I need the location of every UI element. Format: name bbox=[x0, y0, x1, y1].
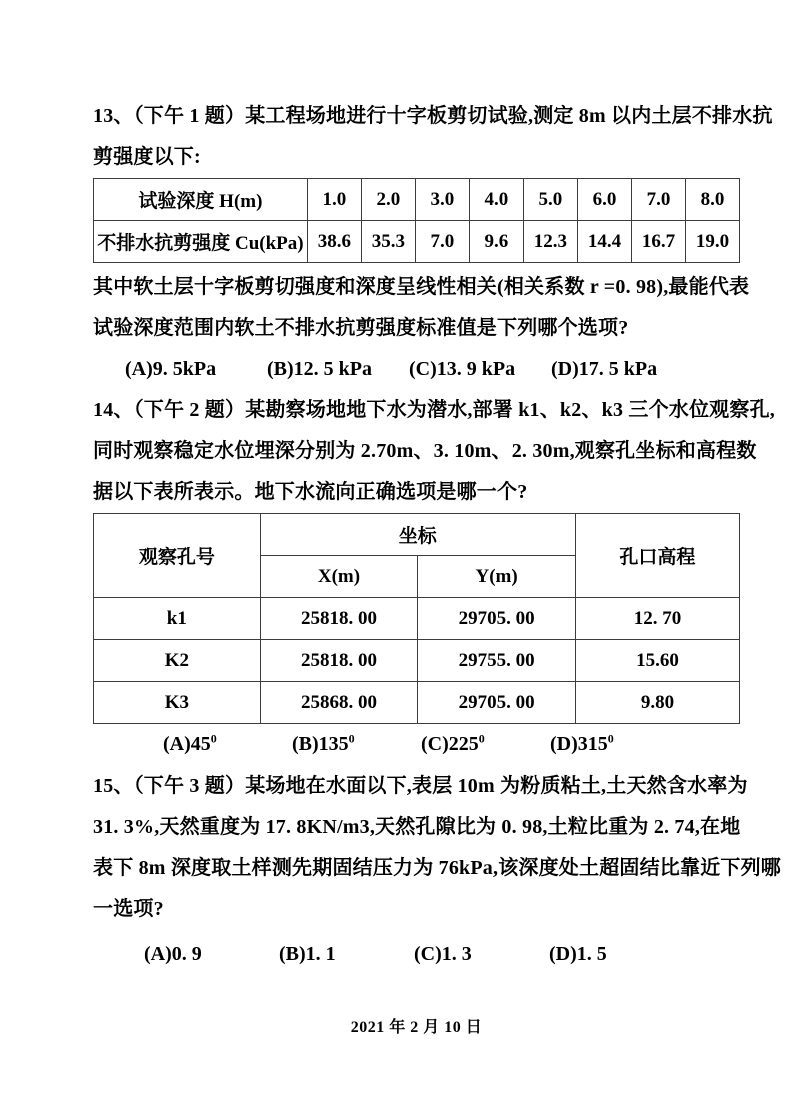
option-label: (A) bbox=[163, 733, 191, 755]
option-label: (D) bbox=[550, 733, 578, 755]
option-label: (D) bbox=[549, 943, 577, 965]
q14-text-line-3: 据以下表所表示。地下水流向正确选项是哪一个? bbox=[93, 481, 528, 503]
q15-text-line-1: 15、（下午 3 题）某场地在水面以下,表层 10m 为粉质粘土,土天然含水率为 bbox=[93, 775, 748, 797]
q15-text-line-4: 一选项? bbox=[93, 898, 164, 920]
option-label: (B) bbox=[292, 733, 319, 755]
option-label: (D) bbox=[551, 358, 579, 380]
q15-options bbox=[93, 934, 740, 975]
q14-text-line-1: 14、（下午 2 题）某勘察场地地下水为潜水,部署 k1、k2、k3 三个水位观察孔, bbox=[93, 399, 775, 421]
q14-y-header-cell: Y(m) bbox=[418, 556, 576, 598]
option-text: 9. 5kPa bbox=[152, 358, 217, 380]
q13-option-d bbox=[551, 349, 693, 390]
table-cell: 6.0 bbox=[577, 179, 631, 221]
option-label: (C) bbox=[409, 358, 437, 380]
q15-option-b bbox=[279, 934, 414, 975]
table-row bbox=[94, 221, 740, 263]
table-cell: K3 bbox=[94, 682, 261, 724]
table-row bbox=[94, 598, 740, 640]
option-value: 225 bbox=[448, 733, 479, 755]
q13-text-line-4: 试验深度范围内软土不排水抗剪强度标准值是下列哪个选项? bbox=[93, 317, 629, 339]
option-label: (C) bbox=[421, 733, 449, 755]
table-cell: 7.0 bbox=[631, 179, 685, 221]
table-cell: 38.6 bbox=[307, 221, 361, 263]
q15-option-d bbox=[549, 934, 684, 975]
q13-text-line-1: 13、（下午 1 题）某工程场地进行十字板剪切试验,测定 8m 以内土层不排水抗 bbox=[93, 105, 773, 127]
q15-text-line-3: 表下 8m 深度取土样测先期固结压力为 76kPa,该深度处土超固结比靠近下列哪 bbox=[93, 857, 781, 879]
table-cell: 1.0 bbox=[307, 179, 361, 221]
q14-option-c bbox=[421, 724, 550, 765]
table-cell: 12. 70 bbox=[575, 598, 739, 640]
table-cell: 9.6 bbox=[469, 221, 523, 263]
q14-option-d bbox=[550, 724, 679, 765]
table-row bbox=[94, 640, 740, 682]
table-cell: 3.0 bbox=[415, 179, 469, 221]
q13-option-c bbox=[409, 349, 551, 390]
option-text: 12. 5 kPa bbox=[293, 358, 373, 380]
table-cell: 29705. 00 bbox=[418, 598, 576, 640]
option-text: 17. 5 kPa bbox=[578, 358, 658, 380]
question-14 bbox=[93, 390, 775, 765]
q13-option-b bbox=[267, 349, 409, 390]
option-text: 1. 3 bbox=[441, 943, 472, 965]
table-cell: K2 bbox=[94, 640, 261, 682]
option-text: 0. 9 bbox=[171, 943, 202, 965]
option-label: (B) bbox=[267, 358, 294, 380]
degree-superscript: 0 bbox=[478, 731, 485, 746]
table-cell: 29705. 00 bbox=[418, 682, 576, 724]
table-cell: 29755. 00 bbox=[418, 640, 576, 682]
q14-option-a bbox=[163, 724, 292, 765]
page-footer-date: 2021 年 2 月 10 日 bbox=[350, 1019, 483, 1036]
table-cell: 12.3 bbox=[523, 221, 577, 263]
q14-observation-wells-table bbox=[93, 513, 740, 724]
option-text: 1. 1 bbox=[305, 943, 336, 965]
q13-option-a bbox=[125, 349, 267, 390]
table-row bbox=[94, 179, 740, 221]
q14-option-b bbox=[292, 724, 421, 765]
degree-superscript: 0 bbox=[607, 731, 614, 746]
option-text: 13. 9 kPa bbox=[436, 358, 516, 380]
q13-vane-shear-table bbox=[93, 178, 740, 263]
table-cell: 7.0 bbox=[415, 221, 469, 263]
option-value: 315 bbox=[577, 733, 608, 755]
q13-text-line-2: 剪强度以下: bbox=[93, 146, 201, 168]
table-cell: 5.0 bbox=[523, 179, 577, 221]
table-header-row bbox=[94, 514, 740, 556]
q13-depth-header-cell: 试验深度 H(m) bbox=[94, 179, 308, 221]
option-label: (A) bbox=[125, 358, 153, 380]
question-13 bbox=[93, 96, 773, 390]
q15-option-c bbox=[414, 934, 549, 975]
q14-text-line-2: 同时观察稳定水位埋深分别为 2.70m、3. 10m、2. 30m,观察孔坐标和高程数 bbox=[93, 440, 757, 462]
q15-text-line-2: 31. 3%,天然重度为 17. 8KN/m3,天然孔隙比为 0. 98,土粒比重为 2. 74,在地 bbox=[93, 816, 741, 838]
table-cell: 2.0 bbox=[361, 179, 415, 221]
option-label: (A) bbox=[144, 943, 172, 965]
table-cell: 4.0 bbox=[469, 179, 523, 221]
q14-hole-header-cell: 观察孔号 bbox=[94, 514, 261, 598]
table-cell: 25818. 00 bbox=[260, 598, 418, 640]
table-cell: 15.60 bbox=[575, 640, 739, 682]
q14-x-header-cell: X(m) bbox=[260, 556, 418, 598]
option-label: (C) bbox=[414, 943, 442, 965]
option-text: 1. 5 bbox=[576, 943, 607, 965]
option-value: 45 bbox=[190, 733, 211, 755]
q14-options bbox=[93, 724, 740, 765]
q15-option-a bbox=[144, 934, 279, 975]
table-cell: 8.0 bbox=[685, 179, 739, 221]
option-value: 135 bbox=[318, 733, 349, 755]
q13-strength-header-cell: 不排水抗剪强度 Cu(kPa) bbox=[94, 221, 308, 263]
table-cell: 19.0 bbox=[685, 221, 739, 263]
table-cell: 25868. 00 bbox=[260, 682, 418, 724]
table-cell: k1 bbox=[94, 598, 261, 640]
option-label: (B) bbox=[279, 943, 306, 965]
table-cell: 9.80 bbox=[575, 682, 739, 724]
table-cell: 14.4 bbox=[577, 221, 631, 263]
table-cell: 25818. 00 bbox=[260, 640, 418, 682]
q13-text-line-3: 其中软土层十字板剪切强度和深度呈线性相关(相关系数 r =0. 98),最能代表 bbox=[93, 276, 750, 298]
table-cell: 16.7 bbox=[631, 221, 685, 263]
table-cell: 35.3 bbox=[361, 221, 415, 263]
question-15 bbox=[93, 766, 781, 975]
degree-superscript: 0 bbox=[348, 731, 355, 746]
table-row bbox=[94, 682, 740, 724]
degree-superscript: 0 bbox=[210, 731, 217, 746]
q14-elevation-header-cell: 孔口高程 bbox=[575, 514, 739, 598]
q14-coordinate-header-cell: 坐标 bbox=[260, 514, 575, 556]
q13-options bbox=[93, 349, 740, 390]
